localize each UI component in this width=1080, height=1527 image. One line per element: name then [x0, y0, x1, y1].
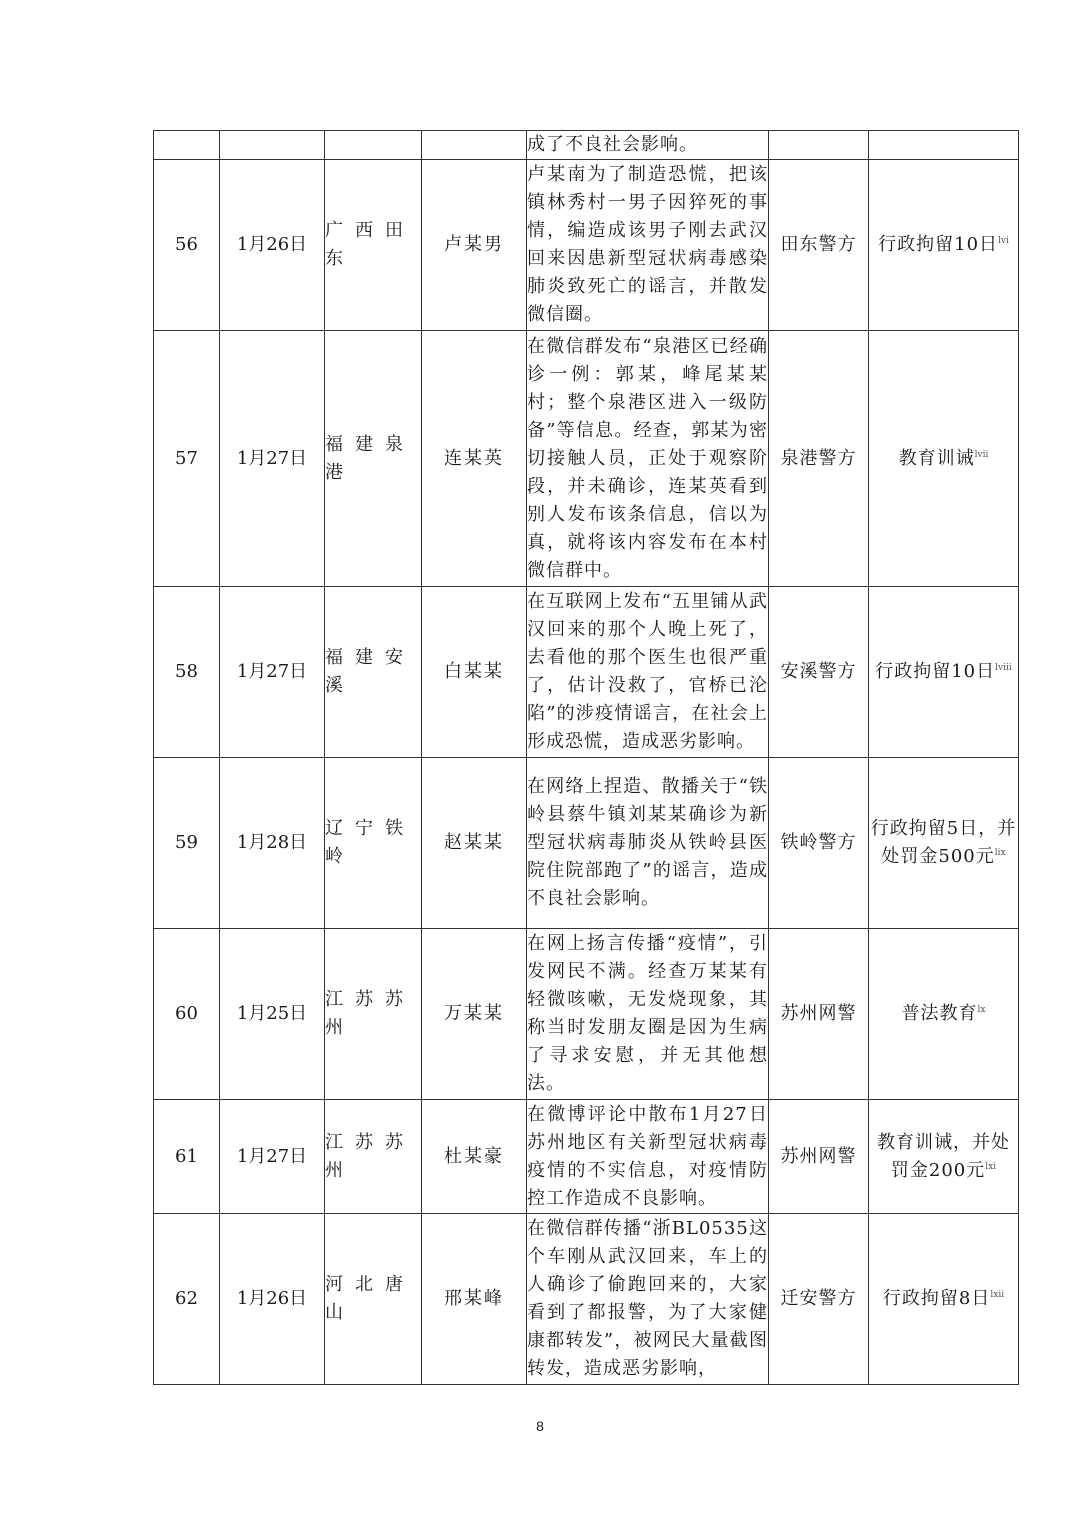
cell-authority	[769, 1100, 869, 1214]
table-row	[154, 331, 1019, 587]
cell-name	[422, 758, 527, 929]
cell-date-text: 1月27日	[236, 1145, 308, 1167]
cell-description-text: 在微信群发布“泉港区已经确诊一例：郭某，峰尾某某村；整个泉港区进入一级防备”等信息。经查，郭某为密切接触人员，正处于观察阶段，并未确诊，连某英看到别人发布该条信息，信以为真，就将该内容发布在本村微信群中。	[527, 335, 768, 581]
cell-name	[422, 331, 527, 587]
cell-name	[422, 929, 527, 1100]
cell-description	[527, 160, 769, 331]
cell-name-text: 白某某	[444, 661, 504, 682]
cell-empty	[422, 131, 527, 160]
cell-result-text: 教育训诫，并处罚金200元	[877, 1131, 1010, 1181]
footnote-marker: lvii	[974, 449, 989, 460]
cell-empty	[869, 131, 1019, 160]
cell-description	[527, 1214, 769, 1385]
cell-authority-text: 泉港警方	[780, 447, 857, 469]
cell-name	[422, 1214, 527, 1385]
cell-result	[869, 1100, 1019, 1214]
cell-description	[527, 1100, 769, 1214]
cell-date	[220, 1214, 325, 1385]
cell-result-text: 行政拘留10日	[875, 661, 996, 682]
cell-date	[220, 587, 325, 758]
cell-authority	[769, 587, 869, 758]
cell-number-text: 57	[175, 447, 198, 469]
cell-result-text: 行政拘留10日	[878, 234, 999, 255]
cell-number	[154, 758, 220, 929]
cell-number	[154, 587, 220, 758]
table-row	[154, 1214, 1019, 1385]
cell-authority	[769, 1214, 869, 1385]
table-row	[154, 1100, 1019, 1214]
cell-result	[869, 331, 1019, 587]
cell-region	[325, 1100, 422, 1214]
continuation-row	[154, 131, 1019, 160]
cell-number	[154, 1100, 220, 1214]
cell-result	[869, 758, 1019, 929]
cell-region	[325, 758, 422, 929]
cell-region	[325, 1214, 422, 1385]
cell-authority	[769, 929, 869, 1100]
footnote-marker: lviii	[995, 663, 1012, 673]
cell-date-text: 1月27日	[236, 661, 308, 682]
cell-name-text: 邢某峰	[444, 1288, 504, 1309]
cell-description-text: 在互联网上发布“五里铺从武汉回来的那个人晚上死了，去看他的那个医生也很严重了，估计没救了，官桥已沦陷”的涉疫情谣言，在社会上形成恐慌，造成恶劣影响。	[527, 591, 768, 752]
cell-authority-text: 安溪警方	[780, 661, 857, 682]
cell-result	[869, 587, 1019, 758]
cell-date-text: 1月27日	[236, 447, 308, 469]
cell-name-text: 万某某	[444, 1003, 504, 1024]
cell-description-text: 在微信群传播“浙BL0535这个车刚从武汉回来，车上的人确诊了偷跑回来的，大家看到了都报警，为了大家健康都转发”，被网民大量截图转发，造成恶劣影响，	[527, 1218, 768, 1379]
cell-description	[527, 331, 769, 587]
footnote-marker: lxii	[990, 1290, 1005, 1300]
cell-name-text: 杜某豪	[444, 1145, 504, 1167]
cell-authority-text: 苏州网警	[780, 1145, 857, 1167]
cell-empty	[769, 131, 869, 160]
cell-description-text: 在微博评论中散布1月27日苏州地区有关新型冠状病毒疫情的不实信息，对疫情防控工作造成不良影响。	[527, 1103, 768, 1209]
cell-number-text: 62	[175, 1288, 198, 1309]
footnote-marker: lix	[994, 848, 1006, 858]
cell-number	[154, 160, 220, 331]
cell-description	[527, 758, 769, 929]
cell-number	[154, 331, 220, 587]
cell-region	[325, 587, 422, 758]
cell-authority	[769, 160, 869, 331]
cell-date	[220, 929, 325, 1100]
incident-table	[153, 130, 1019, 1385]
cell-description-text: 卢某南为了制造恐慌，把该镇林秀村一男子因猝死的事情，编造成该男子刚去武汉回来因患新型冠状病毒感染肺炎致死亡的谣言，并散发微信圈。	[527, 164, 768, 325]
cell-authority	[769, 331, 869, 587]
cell-region-text: 福建泉港	[325, 433, 415, 483]
cell-name-text: 赵某某	[444, 832, 504, 853]
table-row	[154, 587, 1019, 758]
table-row	[154, 758, 1019, 929]
cell-result-text: 行政拘留5日，并处罚金500元	[870, 818, 1017, 867]
cell-region-text: 江苏苏州	[325, 1131, 415, 1181]
table-row	[154, 160, 1019, 331]
cell-number-text: 56	[175, 234, 198, 255]
cell-description-text: 在网络上捏造、散播关于“铁岭县蔡牛镇刘某某确诊为新型冠状病毒肺炎从铁岭县医院住院部跑了”的谣言，造成不良社会影响。	[527, 776, 768, 909]
cell-date-text: 1月26日	[236, 1288, 308, 1309]
footnote-marker: lx	[977, 1005, 986, 1015]
cell-region	[325, 160, 422, 331]
cell-date-text: 1月28日	[236, 832, 308, 853]
cell-region	[325, 929, 422, 1100]
cell-region-text: 河北唐山	[325, 1274, 415, 1323]
cell-result	[869, 160, 1019, 331]
footnote-marker: lvi	[998, 236, 1009, 246]
cell-region-text: 辽宁铁岭	[325, 818, 415, 867]
cell-result-text: 行政拘留8日	[882, 1288, 991, 1309]
cell-number	[154, 929, 220, 1100]
cell-number	[154, 1214, 220, 1385]
cell-name-text: 卢某男	[444, 234, 504, 255]
cell-authority-text: 铁岭警方	[780, 832, 857, 853]
cell-result	[869, 1214, 1019, 1385]
table-row	[154, 929, 1019, 1100]
cell-number-text: 60	[175, 1003, 198, 1024]
cell-result	[869, 929, 1019, 1100]
cell-description: 成了不良社会影响。	[527, 131, 769, 160]
cell-region-text: 广西田东	[325, 220, 415, 269]
page-number: 8	[536, 1418, 544, 1434]
cell-name	[422, 1100, 527, 1214]
cell-number-text: 59	[175, 832, 198, 853]
cell-name	[422, 160, 527, 331]
cell-description	[527, 929, 769, 1100]
footnote-marker: lxi	[985, 1161, 997, 1172]
cell-date	[220, 758, 325, 929]
cell-number-text: 61	[175, 1145, 198, 1167]
cell-result-text: 普法教育	[901, 1003, 978, 1024]
cell-date	[220, 1100, 325, 1214]
cell-authority-text: 苏州网警	[780, 1003, 857, 1024]
cell-number-text: 58	[175, 661, 198, 682]
cell-result-text: 教育训诫	[898, 447, 975, 469]
cell-date	[220, 331, 325, 587]
cell-region	[325, 331, 422, 587]
cell-name	[422, 587, 527, 758]
cell-empty	[325, 131, 422, 160]
cell-authority	[769, 758, 869, 929]
cell-description	[527, 587, 769, 758]
cell-authority-text: 迁安警方	[780, 1288, 857, 1309]
cell-date-text: 1月26日	[236, 234, 308, 255]
cell-authority-text: 田东警方	[780, 234, 857, 255]
cell-name-text: 连某英	[444, 447, 504, 469]
cell-description-text: 在网上扬言传播“疫情”，引发网民不满。经查万某某有轻微咳嗽，无发烧现象，其称当时发朋友圈是因为生病了寻求安慰，并无其他想法。	[527, 933, 768, 1094]
cell-region-text: 福建安溪	[325, 647, 415, 696]
cell-empty	[220, 131, 325, 160]
cell-empty	[154, 131, 220, 160]
cell-date-text: 1月25日	[236, 1003, 308, 1024]
cell-date	[220, 160, 325, 331]
cell-region-text: 江苏苏州	[325, 989, 415, 1038]
